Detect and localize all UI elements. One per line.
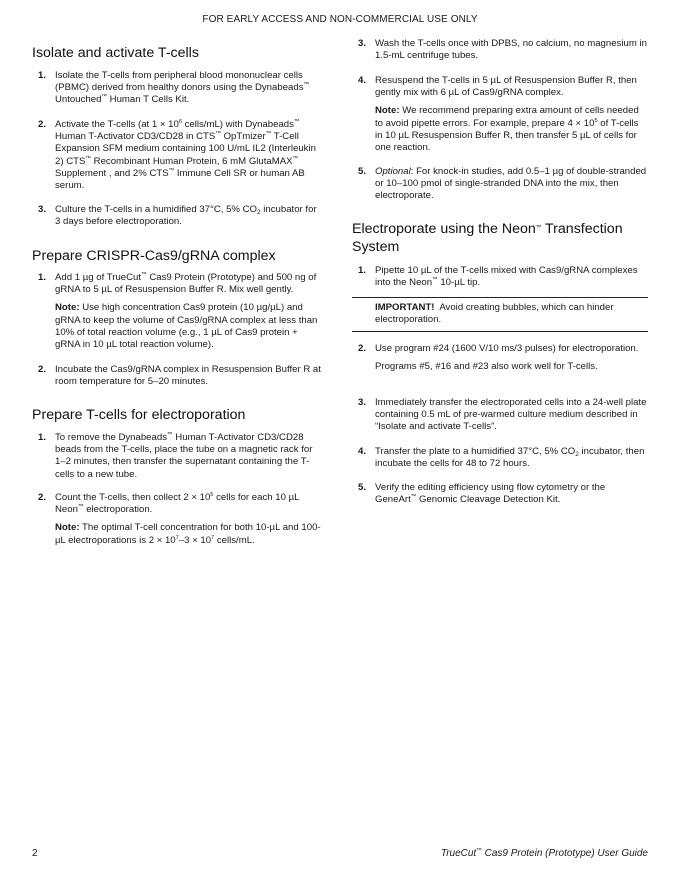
step-text: Activate the T-cells (at $1 \times 10^6$ cells/mL) with Dynabeads™ Human T-Activator CD3/CD28 in CTS™ OpTmizer™ T-Cell Expansion SFM medium containing 100 U/mL IL2 (Interleukin 2) CTS™ Recombinant Human Protein, 6 mM GlutaMAX™ Supplement , and 2% CTS™ Immune Cell SR or human AB serum.	[55, 119, 316, 192]
prepare-steps-4	[352, 75, 648, 154]
step-text: Culture the T-cells in a humidified 37°C, 5% $CO_2$ incubator for 3 days before electroporation.	[55, 204, 317, 228]
step-text: Isolate the T-cells from peripheral blood mononuclear cells (PBMC) derived from healthy donors using the Dynabeads™ Untouched™ Human T Cells Kit.	[55, 70, 310, 106]
step-number: 5.	[358, 482, 367, 493]
step-number: 2.	[358, 343, 367, 354]
step-text: Optional: For knock-in studies, add 0.5–1 µg of double-stranded or 10–100 pmol of single-stranded DNA into the mix, then electroporate.	[375, 166, 647, 202]
step-number: 1.	[358, 265, 367, 276]
step-number: 4.	[358, 75, 367, 86]
prepare-step-1	[32, 432, 324, 481]
prepare-step-3	[352, 38, 648, 62]
electroporate-step-4	[352, 446, 648, 470]
step-text: Transfer the plate to a humidified 37°C, 5% $CO_2$ incubator, then incubate the cells for 48 to 72 hours.	[375, 446, 645, 470]
step-text: Use program #24 (1600 V/10 ms/3 pulses) for electroporation.	[375, 343, 639, 354]
step-text: Immediately transfer the electroporated cells into a 24-well plate containing 0.5 mL of pre-warmed culture medium described in “Isolate and activate T-cells”.	[375, 397, 647, 433]
step-text: Verify the editing efficiency using flow cytometry or the GeneArt™ Genomic Cleavage Detection Kit.	[375, 482, 606, 506]
step-text: Wash the T-cells once with DPBS, no calcium, no magnesium in 1.5-mL centrifuge tubes.	[375, 38, 647, 62]
note: Note: The optimal T-cell concentration for both 10-µL and 100-µL electroporations is $2 \times 10^7-3 \times 10^7$ cells/mL.	[55, 522, 321, 546]
step-number: 1.	[38, 272, 47, 283]
electroporate-steps-4	[352, 446, 648, 470]
heading-electroporate: Electroporate using the Neon™ Transfection System	[352, 221, 623, 255]
prepare-steps-5	[352, 166, 648, 203]
electroporate-steps-2	[352, 343, 648, 373]
step-number: 3.	[358, 397, 367, 408]
step-text: To remove the Dynabeads™ Human T-Activator CD3/CD28 beads from the T-cells, place the tube on a magnetic rack for 1–2 minutes, then transfer the supernatant containing the T-cells to a new tube.	[55, 432, 313, 480]
electroporate-step-2	[352, 343, 648, 373]
step-text: Resuspend the T-cells in 5 µL of Resuspension Buffer R, then gently mix with 6 µL of Cas9/gRNA complex.	[375, 75, 637, 99]
crispr-step-1	[32, 272, 324, 351]
step-text: Pipette 10 µL of the T-cells mixed with Cas9/gRNA complexes into the Neon™ 10-µL tip.	[375, 265, 638, 289]
heading-prepare: Prepare T-cells for electroporation	[32, 407, 246, 423]
crispr-step-2	[32, 364, 324, 388]
step-text: Count the T-cells, then collect $2 \times 10^5$ cells for each 10 µL Neon™ electroporation.	[55, 492, 300, 516]
isolate-step-2	[32, 119, 324, 192]
prepare-steps	[32, 432, 324, 481]
step-number: 4.	[358, 446, 367, 457]
prepare-step-4	[352, 75, 648, 154]
step-number: 1.	[38, 432, 47, 443]
crispr-steps	[32, 272, 324, 351]
prepare-step-5	[352, 166, 648, 203]
isolate-step-3	[32, 204, 324, 228]
important-callout: IMPORTANT! Avoid creating bubbles, which can hinder electroporation.	[352, 297, 648, 332]
heading-crispr: Prepare CRISPR-Cas9/gRNA complex	[32, 248, 276, 264]
step-number: 3.	[38, 204, 47, 215]
electroporate-steps-3	[352, 397, 648, 434]
electroporate-step-3	[352, 397, 648, 434]
step-number: 2.	[38, 119, 47, 130]
access-banner: FOR EARLY ACCESS AND NON-COMMERCIAL USE ONLY	[202, 14, 478, 25]
prepare-steps-2	[32, 492, 324, 547]
footer-guide-title: TrueCut™ Cas9 Protein (Prototype) User Guide	[440, 848, 648, 859]
electroporate-step-5	[352, 482, 648, 506]
step-number: 1.	[38, 70, 47, 81]
step-text: Incubate the Cas9/gRNA complex in Resuspension Buffer R at room temperature for 5–20 minutes.	[55, 364, 321, 388]
electroporate-step-1	[352, 265, 648, 289]
isolate-step-1	[32, 70, 324, 107]
step-text: Add 1 µg of TrueCut™ Cas9 Protein (Prototype) and 500 ng of gRNA to 5 µL of Resuspension Buffer R. Mix well gently.	[55, 272, 317, 296]
isolate-steps-3	[32, 204, 324, 228]
electroporate-steps	[352, 265, 648, 289]
prepare-steps-3	[352, 38, 648, 62]
prepare-step-2	[32, 492, 324, 547]
note: Note: We recommend preparing extra amount of cells needed to avoid pipette errors. For example, prepare $4 \times 10^5$ of T-cells in 10 µL Resuspension Buffer R, then transfer 5 µL of cells for one reaction.	[375, 105, 639, 154]
step-number: 3.	[358, 38, 367, 49]
step-number: 2.	[38, 492, 47, 503]
step-subtext: Programs #5, #16 and #23 also work well for T-cells.	[375, 361, 598, 373]
heading-isolate: Isolate and activate T-cells	[32, 45, 199, 61]
electroporate-steps-5	[352, 482, 648, 506]
isolate-steps-2	[32, 119, 324, 192]
step-number: 2.	[38, 364, 47, 375]
page-number: 2	[32, 848, 38, 859]
crispr-steps-2	[32, 364, 324, 388]
isolate-steps	[32, 70, 324, 107]
step-number: 5.	[358, 166, 367, 177]
note: Note: Use high concentration Cas9 protein (10 µg/µL) and gRNA to keep the volume of Cas9/gRNA complex at less than 10% of total reaction volume (e.g., 1 µL of Cas9 protein + gRNA in 10 µL total reaction volume).	[55, 302, 318, 351]
